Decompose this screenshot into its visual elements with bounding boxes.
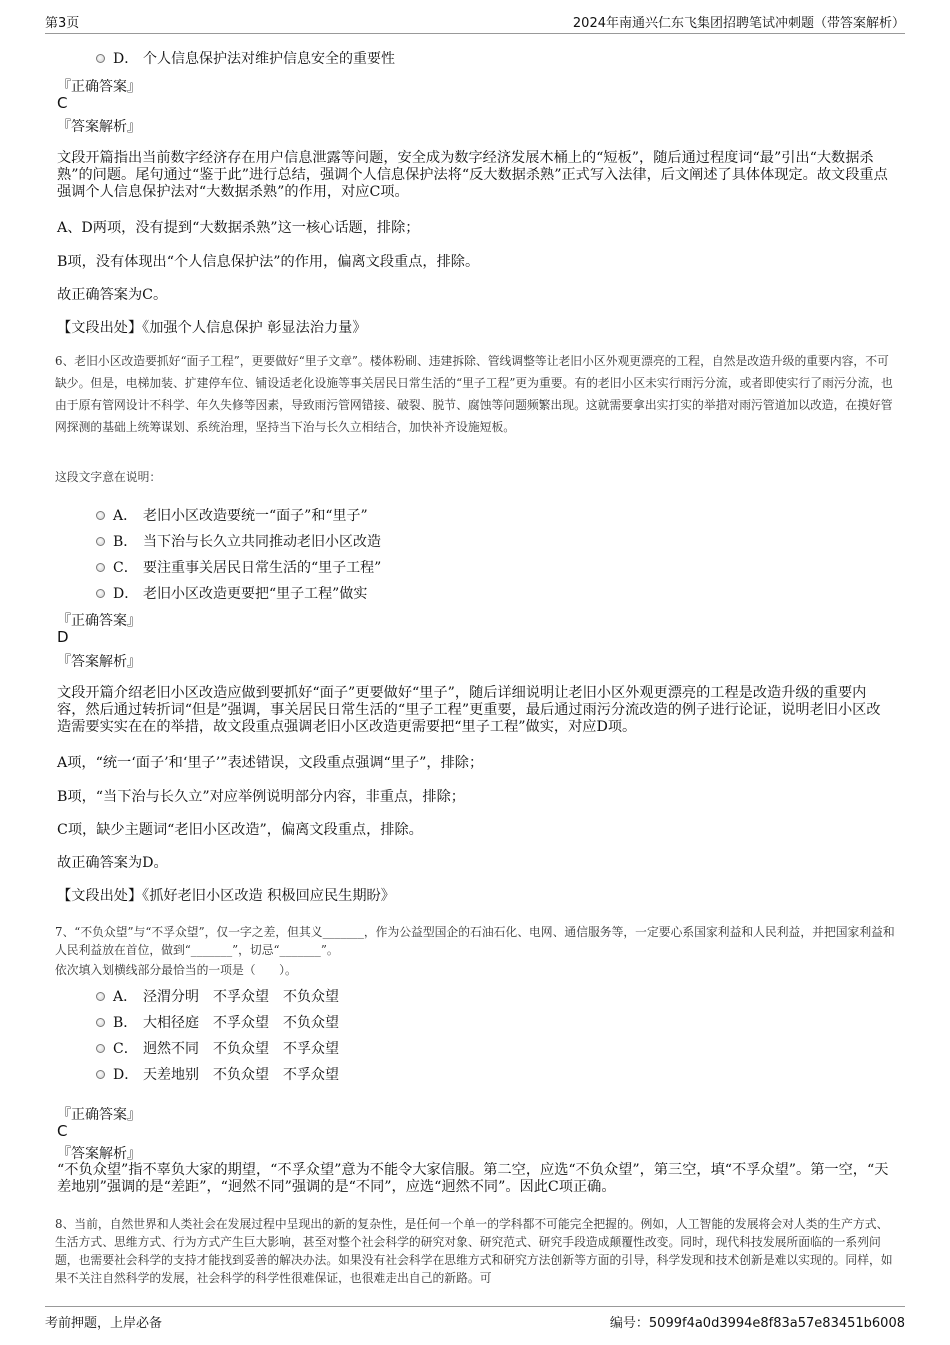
q7-option-a[interactable]: A． 泾渭分明 不孚众望 不负众望 <box>96 986 339 1006</box>
q5-analysis-label: 『答案解析』 <box>57 119 141 135</box>
q6-stem: 6、老旧小区改造要抓好“面子工程”，更要做好“里子文章”。楼体粉刷、违建拆除、管线调整等让老旧小区外观更漂亮的工程，自然是改造升级的重要内容，不可缺少。但是，电梯加装、扩建停车位、铺设适老化设施等事关居民日常生活的“里子工程”更为重要。有的老旧小区未实行雨污分流，或者即使实行了雨污分流，也由于原有管网设计不科学、年久失修等因素，导致雨污管网错接、破裂、脱节、腐蚀等问题频繁出现。这就需要拿出实打实的举措对雨污管道加以改造，在摸好管网探测的基础上统筹谋划、系统治理，坚持当下治与长久立相结合，加快补齐设施短板。 <box>55 354 893 434</box>
q6-answer-label: 『正确答案』 <box>57 613 141 629</box>
q7-option-c[interactable]: C． 迥然不同 不负众望 不孚众望 <box>96 1038 339 1058</box>
q5-answer: C <box>57 94 68 112</box>
radio-icon[interactable] <box>96 54 105 63</box>
page-header <box>0 12 950 34</box>
q5-analysis-paragraph: B项，没有体现出“个人信息保护法”的作用，偏离文段重点，排除。 <box>57 254 480 270</box>
q5-analysis-paragraph: A、D两项，没有提到“大数据杀熟”这一核心话题，排除； <box>57 220 420 236</box>
page-number: 第3页 <box>45 16 80 31</box>
q5-analysis-paragraph: 文段开篇指出当前数字经济存在用户信息泄露等问题，安全成为数字经济发展木桶上的“短板”，随后通过程度词“最”引出“大数据杀熟”的问题。尾句通过“鉴于此”进行总结，强调个人信息保护法将“反大数据杀熟”正式写入法律，后文阐述了具体体现定。故文段重点强调个人信息保护法对“大数据杀熟”的作用，对应C项。 <box>57 150 888 200</box>
q6-analysis-paragraph: 文段开篇介绍老旧小区改造应做到要抓好“面子”更要做好“里子”，随后详细说明让老旧小区外观更漂亮的工程是改造升级的重要内容，然后通过转折词“但是”强调，事关居民日常生活的“里子工程”更重要，最后通过雨污分流改造的例子进行论证，说明老旧小区改造需要实实在在的举措，故文段重点强调老旧小区改造更需要把“里子工程”做实，对应D项。 <box>57 685 881 735</box>
q7-stem: 7、“不负众望”与“不孚众望”，仅一字之差，但其义_______，作为公益型国企的石油石化、电网、通信服务等，一定要心系国家利益和人民利益，并把国家利益和人民利益放在首位，做到“_______”，切忌“_______”。 <box>55 925 895 957</box>
q7-answer: C <box>57 1122 68 1140</box>
q6-analysis-paragraph: B项，“当下治与长久立”对应举例说明部分内容，非重点，排除； <box>57 789 465 805</box>
radio-icon[interactable] <box>96 1044 105 1053</box>
footer-slogan: 考前押题，上岸必备 <box>45 1316 163 1331</box>
q7-answer-label: 『正确答案』 <box>57 1107 141 1123</box>
footer-divider <box>45 1306 905 1307</box>
radio-icon[interactable] <box>96 589 105 598</box>
radio-icon[interactable] <box>96 992 105 1001</box>
header-divider <box>45 33 905 34</box>
q6-answer: D <box>57 628 69 646</box>
q5-answer-label: 『正确答案』 <box>57 79 141 95</box>
q6-analysis-paragraph: C项，缺少主题词“老旧小区改造”，偏离文段重点，排除。 <box>57 822 423 838</box>
q5-analysis-paragraph: 故正确答案为C。 <box>57 287 168 303</box>
q6-analysis-paragraph: A项，“统一‘面子’和‘里子’”表述错误，文段重点强调“里子”，排除； <box>57 755 484 771</box>
q7-analysis-label: 『答案解析』 <box>57 1146 141 1162</box>
radio-icon[interactable] <box>96 537 105 546</box>
q6-source: 【文段出处】《抓好老旧小区改造 积极回应民生期盼》 <box>57 888 395 904</box>
q6-option-a[interactable]: A． 老旧小区改造要统一“面子”和“里子” <box>96 505 368 525</box>
q5-option-d[interactable]: D． 个人信息保护法对维护信息安全的重要性 <box>96 48 395 68</box>
radio-icon[interactable] <box>96 1070 105 1079</box>
q5-source: 【文段出处】《加强个人信息保护 彰显法治力量》 <box>57 320 367 336</box>
q6-analysis-label: 『答案解析』 <box>57 654 141 670</box>
q8-stem: 8、当前，自然世界和人类社会在发展过程中呈现出的新的复杂性，是任何一个单一的学科都不可能完全把握的。例如，人工智能的发展将会对人类的生产方式、生活方式、思维方式、行为方式产生巨大影响，甚至对整个社会科学的研究对象、研究范式、研究手段造成颠覆性改变。同时，现代科技发展所面临的一系列问题，也需要社会科学的支持才能找到妥善的解决办法。如果没有社会科学在思维方式和研究方法创新等方面的引导，科学发现和技术创新是难以实现的。同样，如果不关注自然科学的发展，社会科学的科学性很难保证，也很难走出自己的新路。可 <box>55 1217 893 1285</box>
q6-analysis-paragraph: 故正确答案为D。 <box>57 855 168 871</box>
radio-icon[interactable] <box>96 511 105 520</box>
q7-option-d[interactable]: D． 天差地别 不负众望 不孚众望 <box>96 1064 339 1084</box>
q6-option-d[interactable]: D． 老旧小区改造更要把“里子工程”做实 <box>96 583 367 603</box>
radio-icon[interactable] <box>96 563 105 572</box>
q7-option-b[interactable]: B． 大相径庭 不孚众望 不负众望 <box>96 1012 339 1032</box>
radio-icon[interactable] <box>96 1018 105 1027</box>
q7-analysis-paragraph: “不负众望”指不辜负大家的期望，“不孚众望”意为不能令大家信服。第二空，应选“不负众望”，第三空，填“不孚众望”。第一空，“天差地别”强调的是“差距”，“迥然不同”强调的是“不同”，应选“迥然不同”。因此C项正确。 <box>57 1162 889 1195</box>
q6-option-b[interactable]: B． 当下治与长久立共同推动老旧小区改造 <box>96 531 381 551</box>
document-id: 编号：5099f4a0d3994e8f83a57e83451b6008 <box>609 1316 905 1331</box>
q6-prompt: 这段文字意在说明： <box>55 470 162 484</box>
q6-option-c[interactable]: C． 要注重事关居民日常生活的“里子工程” <box>96 557 381 577</box>
document-title: 2024年南通兴仁东飞集团招聘笔试冲刺题（带答案解析） <box>572 16 905 31</box>
q7-prompt: 依次填入划横线部分最恰当的一项是（ ）。 <box>55 963 297 977</box>
